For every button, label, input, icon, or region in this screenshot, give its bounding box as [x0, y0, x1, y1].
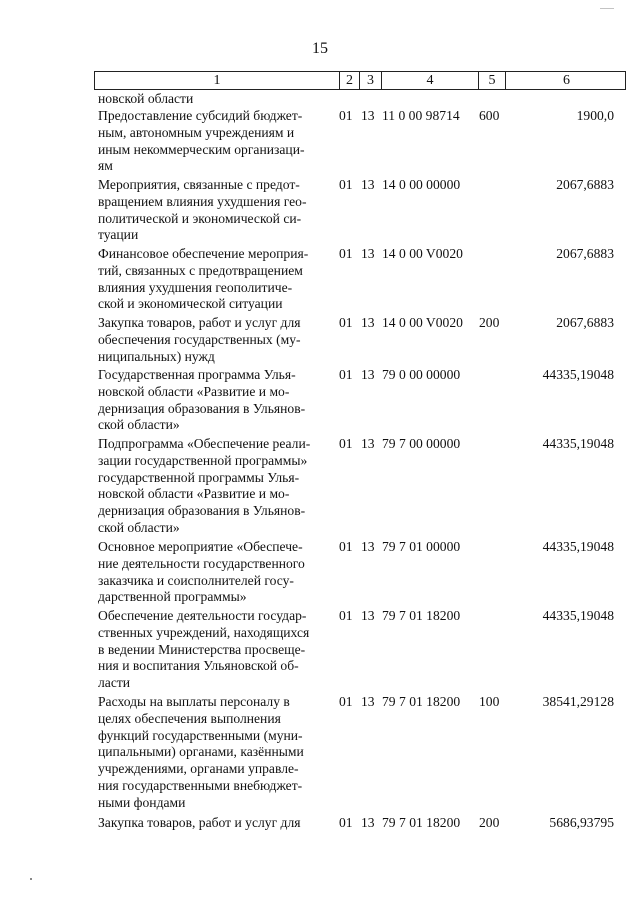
row-subsection: 13: [361, 436, 375, 451]
row-section: 01: [339, 608, 353, 623]
header-col-3: 3: [360, 72, 382, 89]
row-subsection: 13: [361, 694, 375, 709]
row-amount: 2067,6883: [556, 315, 614, 330]
row-amount: 44335,19048: [542, 608, 614, 623]
row-section: 01: [339, 108, 353, 123]
row-amount: 38541,29128: [542, 694, 614, 709]
row-description: Закупка товаров, работ и услуг для обеспечения государственных (му- ниципальных) нужд: [98, 315, 301, 364]
header-col-5: 5: [479, 72, 506, 89]
row-amount: 44335,19048: [542, 367, 614, 382]
row-description: Мероприятия, связанные с предот- вращением влияния ухудшения гео- политической и экономической си- туации: [98, 177, 307, 243]
row-section: 01: [339, 539, 353, 554]
row-target-code: 79 7 01 18200: [382, 694, 461, 709]
header-col-6: 6: [563, 72, 570, 88]
row-subsection: 13: [361, 246, 375, 261]
row-amount: 44335,19048: [542, 436, 614, 451]
row-section: 01: [339, 436, 353, 451]
row-description: новской области: [98, 91, 194, 106]
table-row: [0, 815, 640, 835]
table-row: [0, 436, 640, 539]
row-target-code: 14 0 00 V0020: [382, 315, 463, 330]
row-amount: 2067,6883: [556, 177, 614, 192]
row-amount: 1900,0: [576, 108, 614, 123]
row-section: 01: [339, 246, 353, 261]
page-number: 15: [312, 40, 328, 57]
row-subsection: 13: [361, 177, 375, 192]
scan-speck: [30, 878, 32, 880]
row-subsection: 13: [361, 539, 375, 554]
row-description: Подпрограмма «Обеспечение реали- зации государственной программы» государственной программы Улья- новской области «Развитие и мо- дернизация образования в Ульянов- ской области»: [98, 436, 311, 535]
row-amount: 5686,93795: [549, 815, 614, 830]
row-expense-type: 600: [479, 108, 500, 123]
table-row: [0, 177, 640, 246]
row-description: Основное мероприятие «Обеспече- ние деятельности государственного заказчика и соисполнителей госу- дарственной программы»: [98, 539, 305, 605]
table-header: [94, 71, 626, 90]
row-description: Обеспечение деятельности государ- ственных учреждений, находящихся в ведении Министерства просвеще- ния и воспитания Ульяновской об- ласти: [98, 608, 310, 691]
row-subsection: 13: [361, 315, 375, 330]
table-row: [0, 694, 640, 815]
row-section: 01: [339, 694, 353, 709]
scan-speck: [600, 8, 614, 9]
table-body: [0, 91, 640, 835]
row-subsection: 13: [361, 367, 375, 382]
row-description: Закупка товаров, работ и услуг для: [98, 815, 301, 830]
row-section: 01: [339, 367, 353, 382]
row-description: Государственная программа Улья- новской области «Развитие и мо- дернизация образования в Ульянов- ской области»: [98, 367, 306, 433]
row-expense-type: 200: [479, 315, 500, 330]
row-amount: 2067,6883: [556, 246, 614, 261]
table-row: [0, 91, 640, 108]
table-row: [0, 315, 640, 367]
row-section: 01: [339, 315, 353, 330]
row-description: Расходы на выплаты персоналу в целях обеспечения выполнения функций государственными (муни- ципальными) органами, казёнными учреждениями, органами управле- ния государственными внебюджет- ными фондами: [98, 694, 304, 810]
row-target-code: 14 0 00 00000: [382, 177, 461, 192]
table-row: [0, 367, 640, 436]
row-target-code: 11 0 00 98714: [382, 108, 460, 123]
row-description: Финансовое обеспечение мероприя- тий, связанных с предотвращением влияния ухудшения геополитиче- ской и экономической ситуации: [98, 246, 309, 312]
row-target-code: 79 0 00 00000: [382, 367, 461, 382]
table-row: [0, 539, 640, 608]
table-row: [0, 608, 640, 694]
row-expense-type: 200: [479, 815, 500, 830]
row-target-code: 14 0 00 V0020: [382, 246, 463, 261]
header-col-2: 2: [340, 72, 360, 89]
row-amount: 44335,19048: [542, 539, 614, 554]
row-target-code: 79 7 01 18200: [382, 608, 461, 623]
row-target-code: 79 7 01 00000: [382, 539, 461, 554]
row-expense-type: 100: [479, 694, 500, 709]
row-target-code: 79 7 01 18200: [382, 815, 461, 830]
row-section: 01: [339, 815, 353, 830]
table-row: [0, 246, 640, 315]
row-subsection: 13: [361, 608, 375, 623]
row-target-code: 79 7 00 00000: [382, 436, 461, 451]
header-col-4: 4: [382, 72, 479, 89]
table-row: [0, 108, 640, 177]
row-description: Предоставление субсидий бюджет- ным, автономным учреждениям и иным некоммерческим организаци- ям: [98, 108, 305, 174]
row-subsection: 13: [361, 108, 375, 123]
row-section: 01: [339, 177, 353, 192]
row-subsection: 13: [361, 815, 375, 830]
header-col-1: 1: [95, 72, 340, 89]
